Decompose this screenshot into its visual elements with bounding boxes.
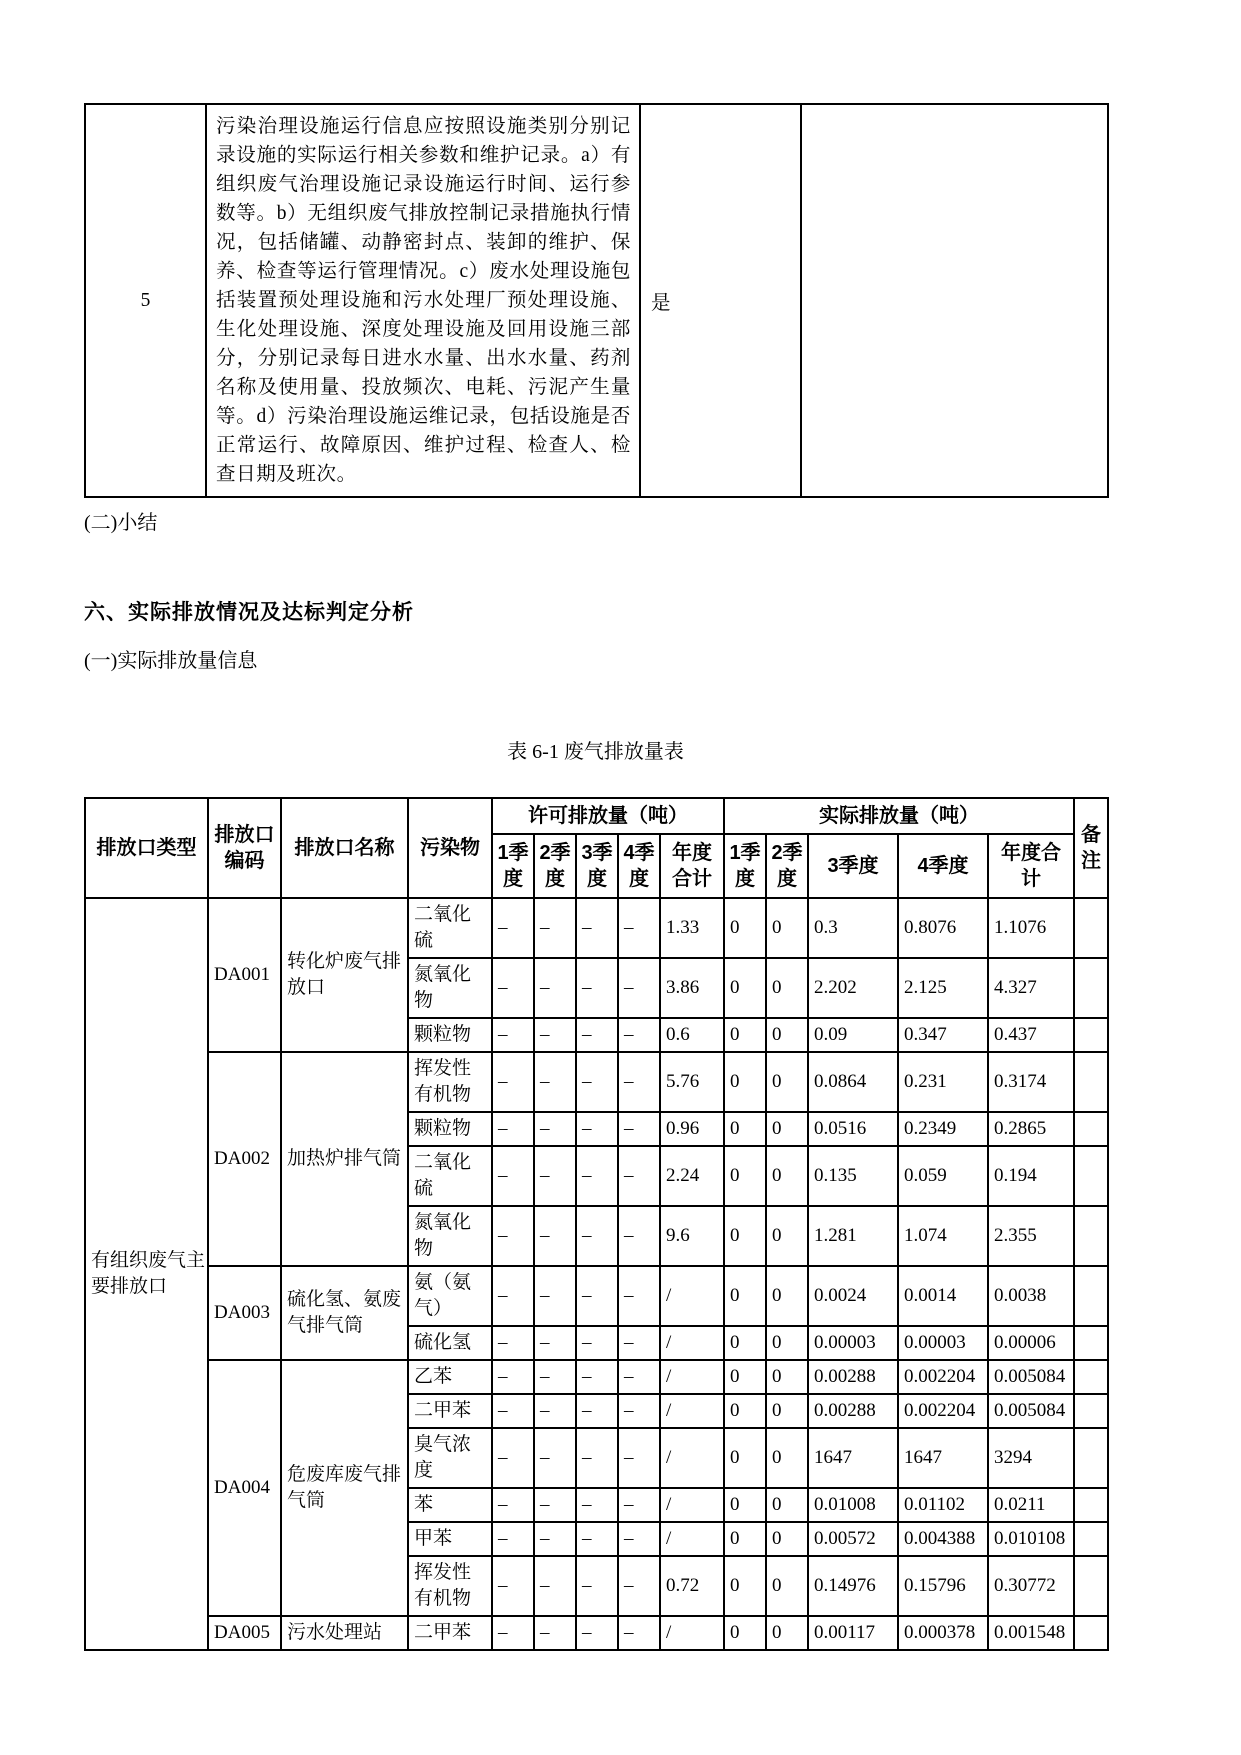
value-cell: 0.002204 <box>898 1360 988 1394</box>
value-cell: – <box>576 1616 618 1650</box>
value-cell: 1.1076 <box>988 898 1074 958</box>
value-cell: 0.005084 <box>988 1394 1074 1428</box>
value-cell: – <box>492 958 534 1018</box>
value-cell: 0 <box>766 1360 808 1394</box>
value-cell: – <box>492 1206 534 1266</box>
value-cell: 0.005084 <box>988 1360 1074 1394</box>
remark-cell <box>1074 1266 1108 1326</box>
pollutant-cell: 苯 <box>408 1488 492 1522</box>
value-cell: 0.00288 <box>808 1394 898 1428</box>
value-cell: 0 <box>724 898 766 958</box>
value-cell: 0 <box>766 1112 808 1146</box>
value-cell: 1647 <box>898 1428 988 1488</box>
table-row <box>85 1616 1108 1650</box>
value-cell: – <box>534 1146 576 1206</box>
value-cell: – <box>492 1360 534 1394</box>
value-cell: 0 <box>766 958 808 1018</box>
value-cell: / <box>660 1488 724 1522</box>
value-cell: – <box>576 1146 618 1206</box>
pollutant-cell: 二甲苯 <box>408 1616 492 1650</box>
value-cell: – <box>492 1266 534 1326</box>
header-permitted-group: 许可排放量（吨） <box>492 798 724 834</box>
pollutant-cell: 挥发性有机物 <box>408 1052 492 1112</box>
value-cell: 0.01008 <box>808 1488 898 1522</box>
value-cell: 0 <box>766 898 808 958</box>
value-cell: 0 <box>724 1206 766 1266</box>
value-cell: 0.0024 <box>808 1266 898 1326</box>
outlet-code-cell: DA002 <box>208 1052 281 1266</box>
value-cell: 0.347 <box>898 1018 988 1052</box>
value-cell: 0 <box>766 1206 808 1266</box>
outlet-type-cell: 有组织废气主要排放口 <box>85 898 208 1650</box>
value-cell: – <box>576 1360 618 1394</box>
remark-cell <box>1074 1326 1108 1360</box>
value-cell: – <box>618 1488 660 1522</box>
value-cell: – <box>618 1616 660 1650</box>
value-cell: – <box>534 1556 576 1616</box>
value-cell: 0 <box>766 1326 808 1360</box>
value-cell: 0.00117 <box>808 1616 898 1650</box>
value-cell: 1.281 <box>808 1206 898 1266</box>
value-cell: 0.3174 <box>988 1052 1074 1112</box>
value-cell: 0 <box>724 1428 766 1488</box>
value-cell: 0.0864 <box>808 1052 898 1112</box>
remark-cell <box>1074 1018 1108 1052</box>
value-cell: 4.327 <box>988 958 1074 1018</box>
value-cell: 0.00006 <box>988 1326 1074 1360</box>
pollutant-cell: 乙苯 <box>408 1360 492 1394</box>
table-row <box>85 898 1108 958</box>
value-cell: 0.3 <box>808 898 898 958</box>
value-cell: / <box>660 1266 724 1326</box>
value-cell: 0 <box>724 1326 766 1360</box>
value-cell: – <box>618 1018 660 1052</box>
value-cell: 0.000378 <box>898 1616 988 1650</box>
value-cell: – <box>492 1394 534 1428</box>
header-permitted-q4: 4季度 <box>618 834 660 898</box>
pollutant-cell: 臭气浓度 <box>408 1428 492 1488</box>
value-cell: 3.86 <box>660 958 724 1018</box>
value-cell: 0 <box>766 1488 808 1522</box>
value-cell: – <box>576 1488 618 1522</box>
pollutant-cell: 二氧化硫 <box>408 1146 492 1206</box>
outlet-code-cell: DA001 <box>208 898 281 1052</box>
value-cell: – <box>576 1018 618 1052</box>
pollutant-cell: 二甲苯 <box>408 1394 492 1428</box>
value-cell: 2.202 <box>808 958 898 1018</box>
pollutant-cell: 硫化氢 <box>408 1326 492 1360</box>
value-cell: 0 <box>766 1522 808 1556</box>
value-cell: – <box>492 1428 534 1488</box>
value-cell: 1647 <box>808 1428 898 1488</box>
outlet-code-cell: DA003 <box>208 1266 281 1360</box>
value-cell: 0.00003 <box>898 1326 988 1360</box>
value-cell: / <box>660 1428 724 1488</box>
value-cell: 0 <box>724 1266 766 1326</box>
inspection-requirement-table <box>84 103 1109 498</box>
outlet-name-cell: 危废库废气排气筒 <box>281 1360 408 1616</box>
value-cell: 0.15796 <box>898 1556 988 1616</box>
value-cell: 0.14976 <box>808 1556 898 1616</box>
value-cell: – <box>576 1522 618 1556</box>
value-cell: – <box>534 1112 576 1146</box>
header-actual-q2: 2季度 <box>766 834 808 898</box>
pollutant-cell: 颗粒物 <box>408 1112 492 1146</box>
note-cell <box>801 104 1108 497</box>
subsection-info-label: (一)实际排放量信息 <box>84 650 258 672</box>
section-heading: 六、实际排放情况及达标判定分析 <box>84 601 414 624</box>
header-permitted-annual: 年度合计 <box>660 834 724 898</box>
outlet-name-cell: 硫化氢、氨废气排气筒 <box>281 1266 408 1360</box>
value-cell: 0.01102 <box>898 1488 988 1522</box>
remark-cell <box>1074 1556 1108 1616</box>
value-cell: 0.002204 <box>898 1394 988 1428</box>
value-cell: 5.76 <box>660 1052 724 1112</box>
value-cell: – <box>618 1146 660 1206</box>
value-cell: 0.6 <box>660 1018 724 1052</box>
value-cell: – <box>534 1394 576 1428</box>
row-number-cell: 5 <box>85 104 206 497</box>
value-cell: – <box>534 1018 576 1052</box>
value-cell: – <box>576 898 618 958</box>
value-cell: – <box>576 1428 618 1488</box>
value-cell: 2.125 <box>898 958 988 1018</box>
value-cell: 0.059 <box>898 1146 988 1206</box>
header-permitted-q3: 3季度 <box>576 834 618 898</box>
value-cell: – <box>492 1488 534 1522</box>
value-cell: 0 <box>766 1556 808 1616</box>
remark-cell <box>1074 898 1108 958</box>
value-cell: / <box>660 1360 724 1394</box>
pollutant-cell: 二氧化硫 <box>408 898 492 958</box>
value-cell: 0.96 <box>660 1112 724 1146</box>
value-cell: 0.0014 <box>898 1266 988 1326</box>
value-cell: – <box>618 1360 660 1394</box>
value-cell: – <box>576 1326 618 1360</box>
value-cell: 2.24 <box>660 1146 724 1206</box>
table-row <box>85 1052 1108 1112</box>
emission-table <box>84 797 1109 1651</box>
value-cell: 0 <box>766 1052 808 1112</box>
value-cell: 0.231 <box>898 1052 988 1112</box>
value-cell: 0 <box>724 1112 766 1146</box>
value-cell: – <box>618 1266 660 1326</box>
value-cell: – <box>492 1522 534 1556</box>
value-cell: 0 <box>724 1052 766 1112</box>
value-cell: – <box>576 1052 618 1112</box>
value-cell: – <box>534 958 576 1018</box>
value-cell: 0.00288 <box>808 1360 898 1394</box>
table-row <box>85 104 1108 497</box>
outlet-name-cell: 转化炉废气排放口 <box>281 898 408 1052</box>
value-cell: / <box>660 1326 724 1360</box>
value-cell: 0.2865 <box>988 1112 1074 1146</box>
value-cell: 0 <box>724 1018 766 1052</box>
value-cell: – <box>492 1616 534 1650</box>
value-cell: – <box>618 1112 660 1146</box>
pollutant-cell: 甲苯 <box>408 1522 492 1556</box>
value-cell: – <box>618 1326 660 1360</box>
header-actual-q3: 3季度 <box>808 834 898 898</box>
value-cell: 0.0516 <box>808 1112 898 1146</box>
value-cell: – <box>492 898 534 958</box>
compliance-cell: 是 <box>640 104 801 497</box>
value-cell: – <box>534 898 576 958</box>
remark-cell <box>1074 1488 1108 1522</box>
header-actual-group: 实际排放量（吨） <box>724 798 1074 834</box>
value-cell: 0.194 <box>988 1146 1074 1206</box>
value-cell: 0.004388 <box>898 1522 988 1556</box>
value-cell: – <box>534 1326 576 1360</box>
value-cell: 3294 <box>988 1428 1074 1488</box>
value-cell: – <box>492 1112 534 1146</box>
value-cell: – <box>492 1018 534 1052</box>
value-cell: – <box>534 1616 576 1650</box>
value-cell: – <box>492 1326 534 1360</box>
value-cell: 0.30772 <box>988 1556 1074 1616</box>
value-cell: – <box>618 1522 660 1556</box>
value-cell: – <box>618 1556 660 1616</box>
value-cell: / <box>660 1522 724 1556</box>
value-cell: 0.2349 <box>898 1112 988 1146</box>
value-cell: – <box>618 1206 660 1266</box>
remark-cell <box>1074 1428 1108 1488</box>
pollutant-cell: 颗粒物 <box>408 1018 492 1052</box>
value-cell: – <box>576 958 618 1018</box>
value-cell: 0.135 <box>808 1146 898 1206</box>
value-cell: 9.6 <box>660 1206 724 1266</box>
value-cell: – <box>534 1428 576 1488</box>
pollutant-cell: 氨（氨气） <box>408 1266 492 1326</box>
value-cell: 0 <box>724 958 766 1018</box>
header-pollutant: 污染物 <box>408 798 492 898</box>
value-cell: 0 <box>724 1146 766 1206</box>
value-cell: – <box>576 1206 618 1266</box>
emission-table-body <box>85 898 1108 1650</box>
header-actual-q1: 1季度 <box>724 834 766 898</box>
value-cell: – <box>492 1146 534 1206</box>
value-cell: 0.0211 <box>988 1488 1074 1522</box>
pollutant-cell: 氮氧化物 <box>408 1206 492 1266</box>
value-cell: – <box>534 1360 576 1394</box>
value-cell: 0.0038 <box>988 1266 1074 1326</box>
value-cell: – <box>534 1522 576 1556</box>
outlet-name-cell: 加热炉排气筒 <box>281 1052 408 1266</box>
value-cell: 1.33 <box>660 898 724 958</box>
header-outlet-code: 排放口编码 <box>208 798 281 898</box>
remark-cell <box>1074 1360 1108 1394</box>
value-cell: – <box>618 958 660 1018</box>
value-cell: 0 <box>766 1146 808 1206</box>
value-cell: – <box>492 1052 534 1112</box>
table-caption: 表 6-1 废气排放量表 <box>507 741 684 763</box>
value-cell: – <box>618 1428 660 1488</box>
value-cell: 0 <box>724 1616 766 1650</box>
outlet-name-cell: 污水处理站 <box>281 1616 408 1650</box>
table-row <box>85 1266 1108 1326</box>
header-actual-q4: 4季度 <box>898 834 988 898</box>
value-cell: 0.8076 <box>898 898 988 958</box>
value-cell: 0 <box>766 1266 808 1326</box>
subsection-summary-label: (二)小结 <box>84 512 158 534</box>
value-cell: – <box>618 1394 660 1428</box>
value-cell: – <box>576 1112 618 1146</box>
value-cell: 0.437 <box>988 1018 1074 1052</box>
pollutant-cell: 挥发性有机物 <box>408 1556 492 1616</box>
value-cell: 0 <box>724 1522 766 1556</box>
value-cell: 0.00003 <box>808 1326 898 1360</box>
remark-cell <box>1074 1146 1108 1206</box>
value-cell: – <box>576 1266 618 1326</box>
header-actual-annual: 年度合计 <box>988 834 1074 898</box>
value-cell: 0.72 <box>660 1556 724 1616</box>
value-cell: – <box>576 1394 618 1428</box>
value-cell: – <box>618 898 660 958</box>
value-cell: – <box>534 1052 576 1112</box>
remark-cell <box>1074 958 1108 1018</box>
remark-cell <box>1074 1112 1108 1146</box>
requirement-text-cell: 污染治理设施运行信息应按照设施类别分别记录设施的实际运行相关参数和维护记录。a）有组织废气治理设施记录设施运行时间、运行参数等。b）无组织废气排放控制记录措施执行情况，包括储罐、动静密封点、装卸的维护、保养、检查等运行管理情况。c）废水处理设施包括装置预处理设施和污水处理厂预处理设施、生化处理设施、深度处理设施及回用设施三部分，分别记录每日进水水量、出水水量、药剂名称及使用量、投放频次、电耗、污泥产生量等。d）污染治理设施运维记录，包括设施是否正常运行、故障原因、维护过程、检查人、检查日期及班次。 <box>206 104 640 497</box>
value-cell: 0.00572 <box>808 1522 898 1556</box>
header-remark: 备注 <box>1074 798 1108 898</box>
header-outlet-name: 排放口名称 <box>281 798 408 898</box>
emission-table-header <box>85 798 1108 898</box>
value-cell: – <box>576 1556 618 1616</box>
table-row <box>85 1360 1108 1394</box>
pollutant-cell: 氮氧化物 <box>408 958 492 1018</box>
value-cell: / <box>660 1394 724 1428</box>
outlet-code-cell: DA004 <box>208 1360 281 1616</box>
value-cell: 0 <box>766 1616 808 1650</box>
header-row-groups <box>85 798 1108 834</box>
value-cell: 0 <box>724 1360 766 1394</box>
remark-cell <box>1074 1052 1108 1112</box>
value-cell: 0 <box>724 1394 766 1428</box>
value-cell: – <box>618 1052 660 1112</box>
value-cell: / <box>660 1616 724 1650</box>
remark-cell <box>1074 1394 1108 1428</box>
value-cell: – <box>534 1266 576 1326</box>
remark-cell <box>1074 1616 1108 1650</box>
value-cell: 0.09 <box>808 1018 898 1052</box>
value-cell: 1.074 <box>898 1206 988 1266</box>
value-cell: – <box>492 1556 534 1616</box>
header-permitted-q2: 2季度 <box>534 834 576 898</box>
value-cell: 0.010108 <box>988 1522 1074 1556</box>
value-cell: 0.001548 <box>988 1616 1074 1650</box>
outlet-code-cell: DA005 <box>208 1616 281 1650</box>
value-cell: 0 <box>766 1394 808 1428</box>
value-cell: 0 <box>766 1018 808 1052</box>
remark-cell <box>1074 1522 1108 1556</box>
value-cell: – <box>534 1488 576 1522</box>
remark-cell <box>1074 1206 1108 1266</box>
value-cell: 0 <box>766 1428 808 1488</box>
value-cell: 0 <box>724 1556 766 1616</box>
value-cell: 2.355 <box>988 1206 1074 1266</box>
value-cell: – <box>534 1206 576 1266</box>
header-permitted-q1: 1季度 <box>492 834 534 898</box>
value-cell: 0 <box>724 1488 766 1522</box>
header-outlet-type: 排放口类型 <box>85 798 208 898</box>
